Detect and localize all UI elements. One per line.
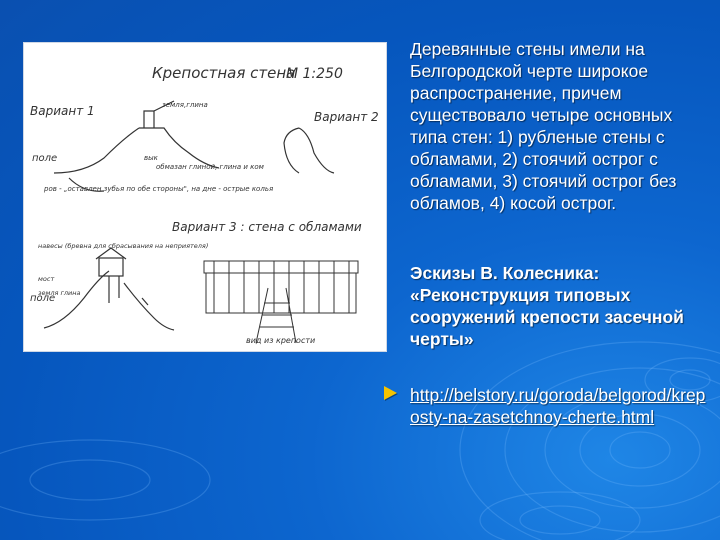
variant2-label: Вариант 2 — [314, 110, 379, 124]
sketch-title: Крепостная стена — [152, 64, 296, 82]
fortress-wall-sketch-image — [23, 42, 387, 352]
variant3-label: Вариант 3 : стена с обламами — [172, 220, 362, 234]
sketch-credit-paragraph: Эскизы В. Колесника: «Реконструкция типовых сооружений крепости засечной черты» — [410, 263, 684, 349]
text-column — [410, 38, 710, 428]
label-obmazan: обмазан глиной, глина и ком — [156, 163, 264, 171]
label-vyk: вык — [144, 154, 158, 162]
arrow-bullet-icon — [384, 386, 397, 400]
variant1-label: Вариант 1 — [30, 104, 95, 118]
field-label-bottom: поле — [30, 293, 56, 304]
source-link[interactable]: http://belstory.ru/goroda/belgorod/kreposty-na-zasetchnoy-cherte.html — [410, 385, 706, 427]
sketch-scale: М 1:250 — [286, 66, 343, 82]
label-most: мост — [38, 275, 55, 283]
label-navesy: навесы (бревна для сбрасывания на неприятеля) — [38, 242, 209, 250]
label-zemlya2: земля глина — [38, 289, 81, 297]
link-bullet-item — [410, 384, 710, 428]
description-paragraph: Деревянные стены имели на Белгородской черте широкое распространение, причем существовало четыре основных типа стен: 1) рубленые стены с обламами, 2) стоячий острог с обламами, 3) стоячий острог без обламов, 4) косой острог. — [410, 39, 677, 213]
label-rov: ров - „оставлен зубья по обе стороны", на дне - острые колья — [44, 185, 274, 193]
label-zemlya: земля,глина — [162, 101, 208, 109]
field-label-top: поле — [32, 153, 58, 164]
label-vid: вид из крепости — [246, 336, 316, 345]
